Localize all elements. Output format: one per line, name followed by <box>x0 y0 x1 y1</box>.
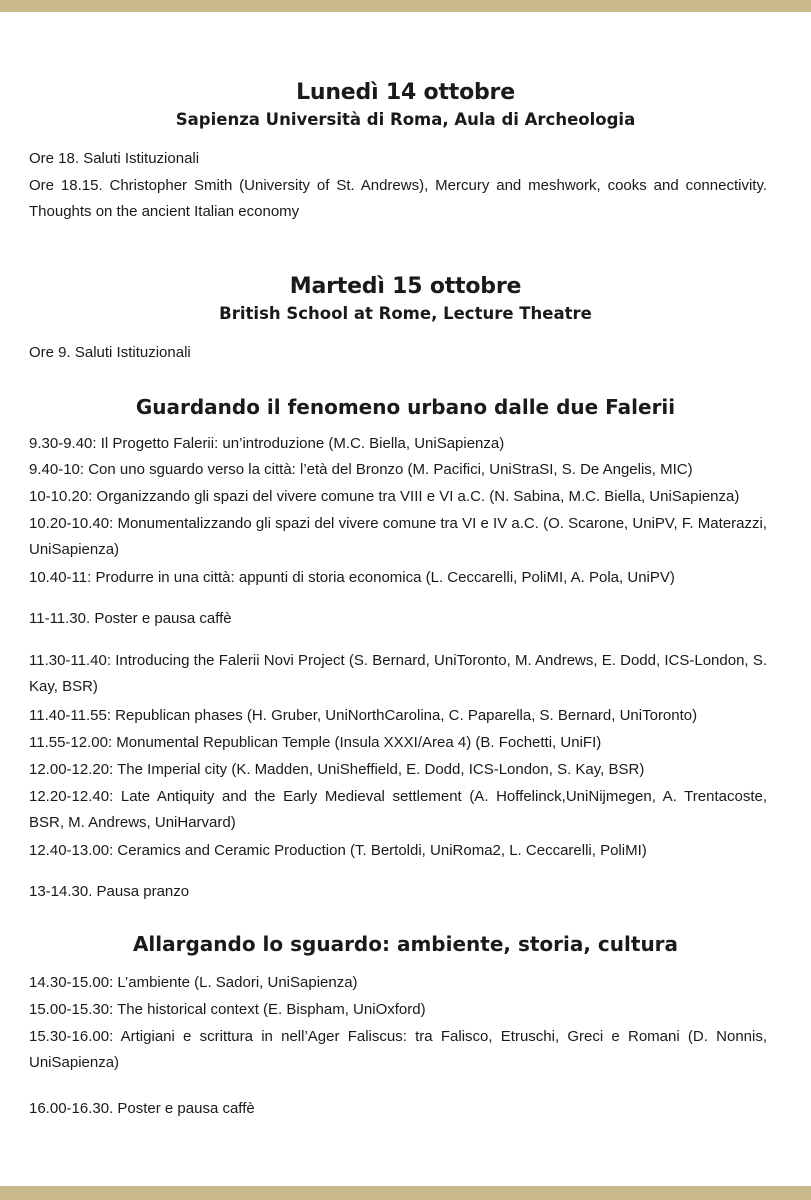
day1-item-keynote: Ore 18.15. Christopher Smith (University of St. Andrews), Mercury and meshwork, cooks and connectivity. Thoughts on the ancient Italian economy <box>29 177 767 220</box>
day1-item-opening: Ore 18. Saluti Istituzionali <box>29 150 200 167</box>
session1-title: Guardando il fenomeno urbano dalle due Falerii <box>135 395 676 419</box>
session1-item: 11.40-11.55: Republican phases (H. Gruber, UniNorthCarolina, C. Paparella, S. Bernard, UniToronto) <box>29 707 698 724</box>
day1-venue: Sapienza Università di Roma, Aula di Archeologia <box>175 110 636 129</box>
session2-item: 15.00-15.30: The historical context (E. Bispham, UniOxford) <box>29 1001 426 1018</box>
session1-item: 10.40-11: Produrre in una città: appunti di storia economica (L. Ceccarelli, PoliMI, A. Pola, UniPV) <box>29 569 675 586</box>
session2-break: 16.00-16.30. Poster e pausa caffè <box>29 1100 255 1117</box>
session1-item: 10-10.20: Organizzando gli spazi del vivere comune tra VIII e VI a.C. (N. Sabina, M.C. Biella, UniSapienza) <box>29 488 740 505</box>
session1-item: 11.55-12.00: Monumental Republican Temple (Insula XXXI/Area 4) (B. Fochetti, UniFI) <box>29 734 602 751</box>
day2-title: Martedì 15 ottobre <box>289 274 522 299</box>
day2-opening: Ore 9. Saluti Istituzionali <box>29 344 191 361</box>
session2-item: 14.30-15.00: L’ambiente (L. Sadori, UniSapienza) <box>29 974 358 991</box>
session1-item: 10.20-10.40: Monumentalizzando gli spazi del vivere comune tra VI e IV a.C. (O. Scarone, UniPV, F. Materazzi, UniSapienza) <box>29 515 767 558</box>
day2-venue: British School at Rome, Lecture Theatre <box>219 304 592 323</box>
session1-lunch-break: 13-14.30. Pausa pranzo <box>29 883 190 900</box>
bottom-decorative-bar <box>0 1186 811 1200</box>
session1-break: 11-11.30. Poster e pausa caffè <box>29 610 232 627</box>
session1-item: 9.30-9.40: Il Progetto Falerii: un’introduzione (M.C. Biella, UniSapienza) <box>29 435 505 452</box>
session2-title: Allargando lo sguardo: ambiente, storia, cultura <box>132 932 679 956</box>
session1-item: 12.00-12.20: The Imperial city (K. Madden, UniSheffield, E. Dodd, ICS-London, S. Kay, BSR) <box>29 761 645 778</box>
day1-title: Lunedì 14 ottobre <box>296 80 515 105</box>
session1-item: 9.40-10: Con uno sguardo verso la città: l’età del Bronzo (M. Pacifici, UniStraSI, S. De Angelis, MIC) <box>29 461 693 478</box>
session1-item: 12.40-13.00: Ceramics and Ceramic Production (T. Bertoldi, UniRoma2, L. Ceccarelli, PoliMI) <box>29 842 647 859</box>
top-decorative-bar <box>0 0 811 12</box>
session1-item: 12.20-12.40: Late Antiquity and the Early Medieval settlement (A. Hoffelinck,UniNijmegen, A. Trentacoste, BSR, M. Andrews, UniHarvard) <box>29 788 767 831</box>
session2-item: 15.30-16.00: Artigiani e scrittura in nell’Ager Faliscus: tra Falisco, Etruschi, Greci e Romani (D. Nonnis, UniSapienza) <box>29 1028 767 1071</box>
session1-item: 11.30-11.40: Introducing the Falerii Novi Project (S. Bernard, UniToronto, M. Andrews, E. Dodd, ICS-London, S. Kay, BSR) <box>29 652 767 695</box>
